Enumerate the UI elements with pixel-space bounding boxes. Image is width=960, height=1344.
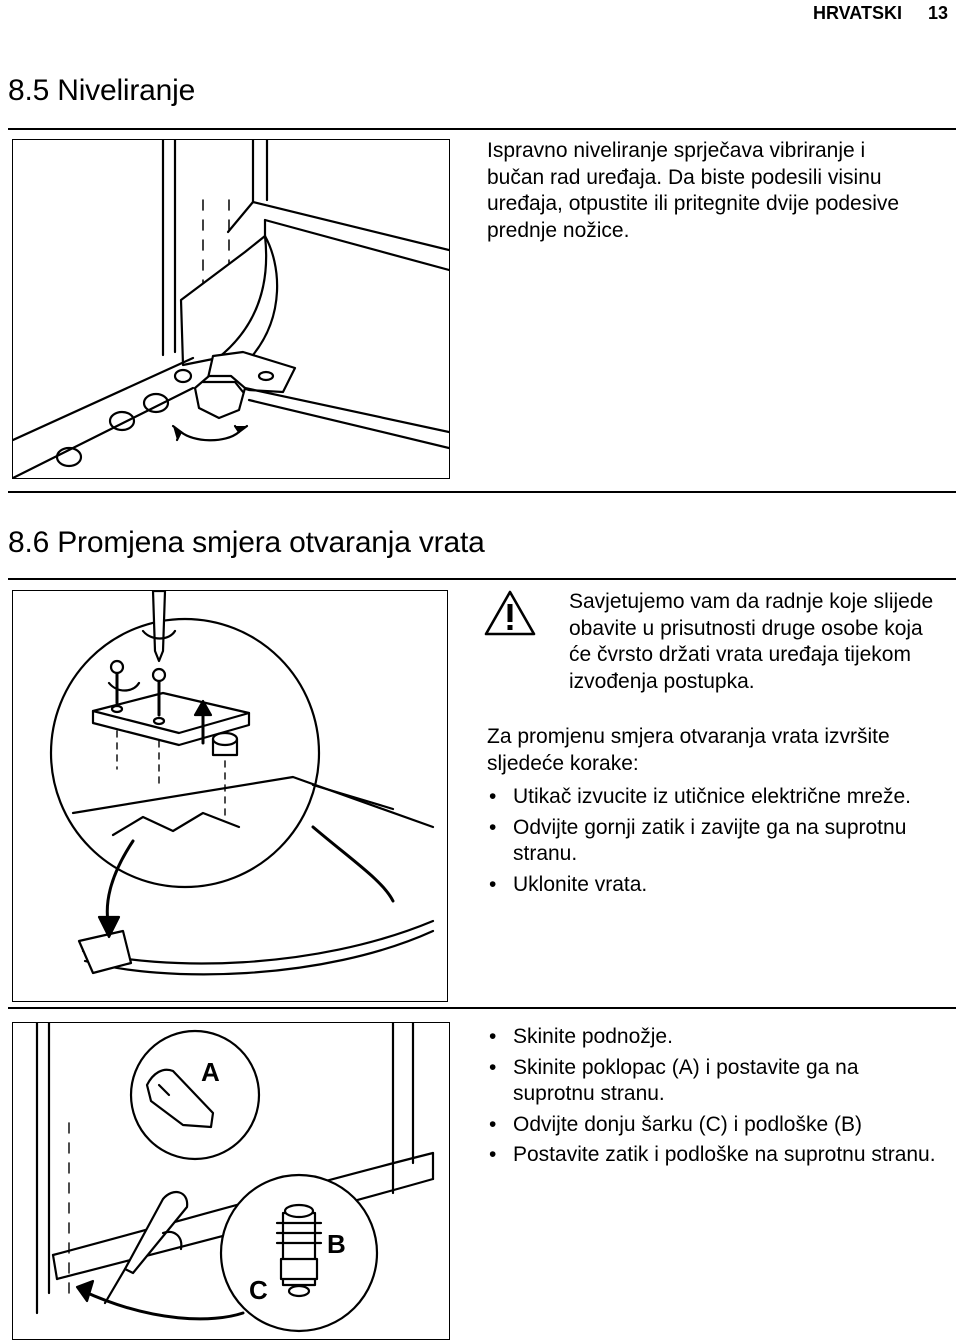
section-8-5-heading <box>8 74 195 108</box>
section-number: 8.5 <box>8 74 50 107</box>
section-divider <box>8 491 956 493</box>
section-divider <box>8 578 956 580</box>
page-number: 13 <box>927 3 948 23</box>
list-item: • Postavite zatik i podloške na suprotnu stranu. <box>487 1142 937 1169</box>
bottom-hinge-figure <box>12 1022 450 1340</box>
list-item: • Skinite podnožje. <box>487 1024 937 1051</box>
section-number: 8.6 <box>8 526 50 559</box>
label-c: C <box>249 1275 268 1305</box>
list-item: • Utikač izvucite iz utičnice električne mreže. <box>487 784 937 811</box>
warning-triangle-icon <box>482 588 538 636</box>
warning-text: Savjetujemo vam da radnje koje slijede obavite u prisutnosti druge osobe koja će čvrsto držati vrata uređaja tijekom izvođenja postupka. <box>569 590 934 693</box>
list-item: • Uklonite vrata. <box>487 872 937 899</box>
leveling-paragraph: Ispravno niveliranje sprječava vibriranje i bučan rad uređaja. Da biste podesili visinu uređaja, otpustite ili pritegnite dvije podesive prednje nožice. <box>487 139 900 242</box>
leveling-figure <box>12 139 450 479</box>
intro-text: Za promjenu smjera otvaranja vrata izvršite sljedeće korake: <box>487 725 890 775</box>
section-title: Niveliranje <box>57 74 196 107</box>
list-item: • Odvijte donju šarku (C) i podloške (B) <box>487 1112 937 1139</box>
section-divider <box>8 1007 956 1009</box>
label-a: A <box>201 1057 220 1087</box>
section-title: Promjena smjera otvaranja vrata <box>57 526 485 559</box>
top-hinge-figure <box>12 590 448 1002</box>
list-item: • Odvijte gornji zatik i zavijte ga na suprotnu stranu. <box>487 815 937 868</box>
section-divider <box>8 128 956 130</box>
header-language: HRVATSKI <box>812 3 902 23</box>
steps-list-1 <box>487 784 937 902</box>
steps-list-2 <box>487 1024 937 1173</box>
page-header <box>787 3 948 24</box>
section-8-6-heading <box>8 526 485 560</box>
list-item: • Skinite poklopac (A) i postavite ga na suprotnu stranu. <box>487 1055 937 1108</box>
label-b: B <box>327 1229 346 1259</box>
